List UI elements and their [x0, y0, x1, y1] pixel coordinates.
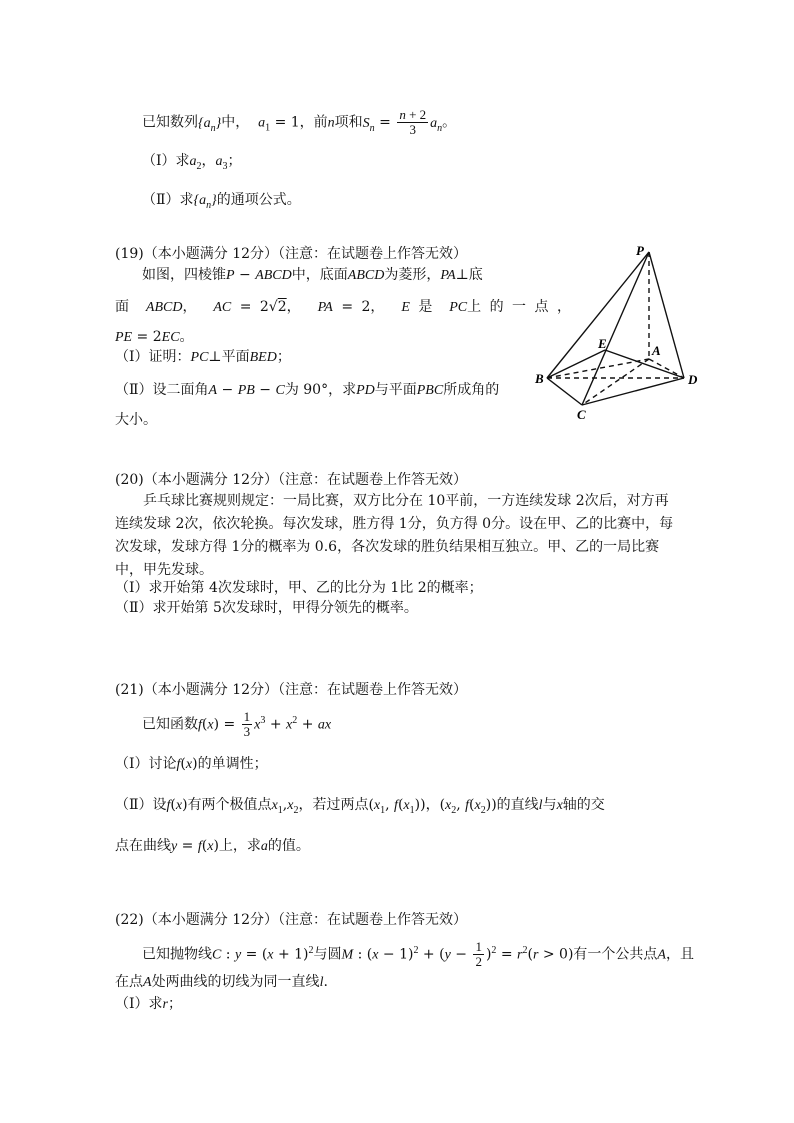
- q21-part1: （Ⅰ）讨论f(x)的单调性；: [115, 756, 268, 772]
- q19-line2: 面 ABCD， AC = 2√2， PA = 2， E 是 PC上 的 一 点 ，: [115, 299, 571, 315]
- q20-part1: （Ⅰ）求开始第 4次发球时，甲、乙的比分为 1比 2的概率；: [115, 580, 483, 596]
- label-A: A: [652, 343, 661, 358]
- label-C: C: [577, 407, 586, 422]
- q19-line1: 如图，四棱锥P − ABCD中，底面ABCD为菱形，PA⊥底: [142, 267, 483, 283]
- label-P: P: [636, 243, 644, 258]
- q21-header: (21)（本小题满分 12分）（注意：在试题卷上作答无效）: [115, 682, 468, 698]
- q19-part2: （Ⅱ）设二面角A − PB − C为 90°，求PD与平面PBC所成角的: [115, 382, 500, 398]
- pyramid-figure: [532, 242, 712, 422]
- q19-line3: PE = 2EC。: [115, 329, 194, 345]
- q22-line2: 在点A处两曲线的切线为同一直线l.: [115, 974, 328, 990]
- q21-tail: 点在曲线y = f(x)上，求a的值。: [115, 838, 310, 854]
- q20-header: (20)（本小题满分 12分）（注意：在试题卷上作答无效）: [115, 472, 468, 488]
- q18-part2: （Ⅱ）求$\{a_n\}$的通项公式。: [142, 192, 301, 211]
- q21-part2: （Ⅱ）设f(x)有两个极值点$x_1,x_2$，若过两点($x_1$, $f(x_1)$)，($x_2$, $f(x_2)$)的直线l与x轴的交: [115, 797, 605, 816]
- q18-part1: （Ⅰ）求$a_2$，$a_3$；: [142, 153, 242, 172]
- label-B: B: [535, 371, 544, 386]
- q20-part2: （Ⅱ）求开始第 5次发球时，甲得分领先的概率。: [115, 600, 418, 616]
- q19-part2-tail: 大小。: [115, 412, 157, 428]
- q19-part1: （Ⅰ）证明：PC⊥平面BED；: [115, 349, 291, 365]
- label-E: E: [598, 336, 607, 351]
- q22-line1: 已知抛物线C : $y = (x + 1)^2$与圆M : $(x - 1)^2 + (y$ − $\frac{1}{2}$ )$^2 = r^2(r > 0)$有一个公共点A，且: [142, 939, 694, 969]
- q20-body: 乒乓球比赛规则规定：一局比赛，双方比分在 10平前，一方连续发球 2次后，对方再连续发球 2次，依次轮换。每次发球，胜方得 1分，负方得 0分。设在甲、乙的比赛中，每次发球，发球方得 1分的概率为 0.6，各次发球的胜负结果相互独立。甲、乙的一局比赛中，甲先发球。: [115, 493, 674, 578]
- q21-intro: 已知函数f(x) = $\frac{1}{3}$ $x^3 + x^2$ + ax: [142, 709, 332, 739]
- q22-part1: （Ⅰ）求r；: [115, 996, 182, 1012]
- q18-intro: 已知数列$\{a_n\}$中， $a_1 = 1$，前n项和$S_n$ = $\frac{n + 2}{3}$ $a_n$。: [142, 107, 457, 137]
- q19-header: (19)（本小题满分 12分）（注意：在试题卷上作答无效）: [115, 246, 468, 262]
- label-D: D: [688, 372, 698, 387]
- q22-header: (22)（本小题满分 12分）（注意：在试题卷上作答无效）: [115, 912, 468, 928]
